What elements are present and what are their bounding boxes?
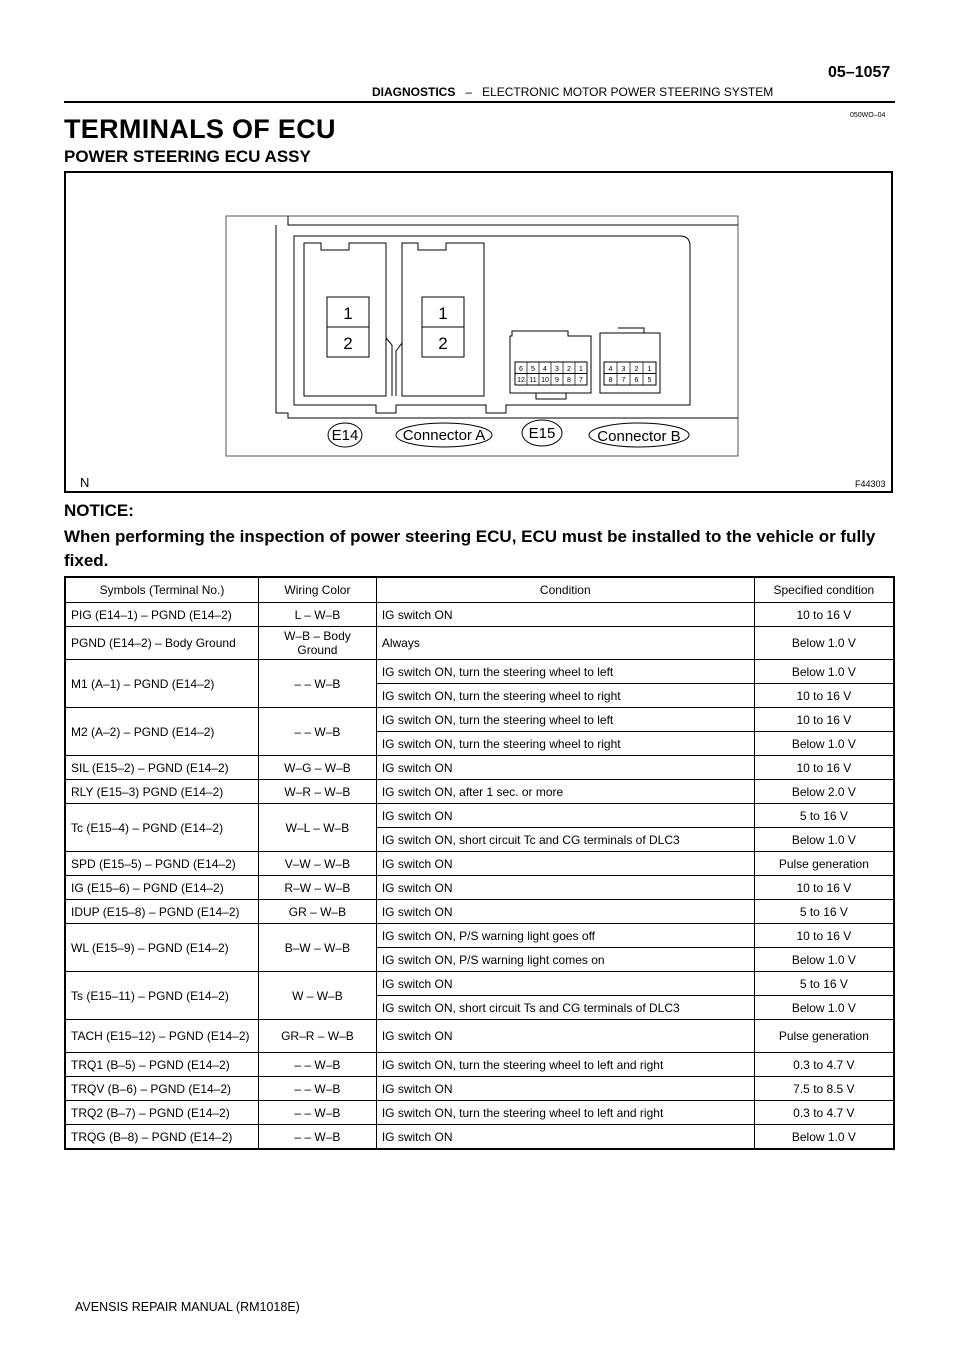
condition-cell: IG switch ON [376,1077,754,1101]
table-row [65,876,894,900]
connector-a-label: Connector A [402,427,486,444]
table-row [65,756,894,780]
e15-pin-label: 6 [519,366,523,373]
condition-cell: IG switch ON, turn the steering wheel to left [376,708,754,732]
wiring-color-cell: R–W – W–B [259,876,377,900]
symbol-cell: Ts (E15–11) – PGND (E14–2) [65,972,259,1020]
connector-b-pin-label: 8 [608,377,613,384]
condition-cell: IG switch ON, P/S warning light comes on [376,948,754,972]
condition-cell: IG switch ON [376,804,754,828]
spec-cell: 0.3 to 4.7 V [754,1101,894,1125]
table-row [65,804,894,828]
wiring-color-cell: W–R – W–B [259,780,377,804]
condition-cell: IG switch ON, turn the steering wheel to left [376,660,754,684]
figure-corner-mark: N [80,475,90,490]
e15-pin-label: 8 [567,377,571,384]
symbol-cell: M1 (A–1) – PGND (E14–2) [65,660,259,708]
condition-cell: IG switch ON, turn the steering wheel to left and right [376,1053,754,1077]
condition-cell: IG switch ON [376,1125,754,1150]
symbol-cell: WL (E15–9) – PGND (E14–2) [65,924,259,972]
table-row [65,1125,894,1150]
table-row [65,852,894,876]
table-row [65,1101,894,1125]
condition-cell: IG switch ON [376,972,754,996]
spec-cell: Below 1.0 V [754,660,894,684]
connector-a-pin-label: 1 [438,304,448,323]
wiring-color-cell: W–L – W–B [259,804,377,852]
condition-cell: IG switch ON, short circuit Tc and CG terminals of DLC3 [376,828,754,852]
condition-cell: IG switch ON [376,1020,754,1053]
symbol-cell: TRQ2 (B–7) – PGND (E14–2) [65,1101,259,1125]
symbol-cell: RLY (E15–3) PGND (E14–2) [65,780,259,804]
spec-cell: Below 1.0 V [754,1125,894,1150]
spec-cell: 5 to 16 V [754,900,894,924]
symbol-cell: PGND (E14–2) – Body Ground [65,627,259,660]
header-rule [64,101,895,103]
wiring-color-cell: W–B – Body Ground [259,627,377,660]
e15-pin-label: 7 [579,377,583,384]
table-row [65,1077,894,1101]
condition-cell: IG switch ON [376,852,754,876]
symbol-cell: TRQ1 (B–5) – PGND (E14–2) [65,1053,259,1077]
table-row [65,660,894,684]
section-separator: – [465,85,473,99]
connector-b-pin-label: 3 [621,366,626,373]
table-row [65,780,894,804]
connector-b-pin-label: 2 [634,366,639,373]
spec-cell: Below 2.0 V [754,780,894,804]
spec-cell: 0.3 to 4.7 V [754,1053,894,1077]
condition-cell: Always [376,627,754,660]
spec-cell: Below 1.0 V [754,828,894,852]
table-row [65,627,894,660]
spec-cell: Below 1.0 V [754,948,894,972]
table-body [65,603,894,1150]
wiring-color-cell: – – W–B [259,660,377,708]
wiring-color-cell: – – W–B [259,1077,377,1101]
spec-cell: 10 to 16 V [754,684,894,708]
section-header [372,85,773,99]
table-header-row [65,577,894,603]
wiring-color-cell: W–G – W–B [259,756,377,780]
column-header: Wiring Color [259,577,377,603]
wiring-color-cell: – – W–B [259,1125,377,1150]
table-row [65,1053,894,1077]
condition-cell: IG switch ON [376,876,754,900]
page-subtitle: POWER STEERING ECU ASSY [64,147,311,166]
wiring-color-cell: GR–R – W–B [259,1020,377,1053]
condition-cell: IG switch ON [376,900,754,924]
spec-cell: 10 to 16 V [754,708,894,732]
condition-cell: IG switch ON [376,756,754,780]
e14-pin-label: 2 [343,334,353,353]
e15-pin-label: 10 [541,377,549,384]
condition-cell: IG switch ON, turn the steering wheel to left and right [376,1101,754,1125]
wiring-color-cell: V–W – W–B [259,852,377,876]
spec-cell: 10 to 16 V [754,876,894,900]
spec-cell: Below 1.0 V [754,996,894,1020]
e15-pin-label: 12 [517,377,525,384]
symbol-cell: IG (E15–6) – PGND (E14–2) [65,876,259,900]
connector-b-pin-label: 1 [647,366,652,373]
e15-pin-label: 11 [529,377,537,384]
connector-b-label: Connector B [597,428,681,445]
symbol-cell: M2 (A–2) – PGND (E14–2) [65,708,259,756]
subsection-name: ELECTRONIC MOTOR POWER STEERING SYSTEM [482,85,774,99]
symbol-cell: SIL (E15–2) – PGND (E14–2) [65,756,259,780]
condition-cell: IG switch ON, turn the steering wheel to right [376,684,754,708]
page-title: TERMINALS OF ECU [64,114,336,144]
e15-pin-label: 4 [543,366,547,373]
spec-cell: 10 to 16 V [754,924,894,948]
symbol-cell: PIG (E14–1) – PGND (E14–2) [65,603,259,627]
spec-cell: Below 1.0 V [754,732,894,756]
e15-pin-label: 3 [555,366,559,373]
table-row [65,603,894,627]
terminal-spec-table [64,576,895,1150]
e14-pin-label: 1 [343,304,353,323]
symbol-cell: TACH (E15–12) – PGND (E14–2) [65,1020,259,1053]
e15-pin-label: 9 [555,377,559,384]
condition-cell: IG switch ON, short circuit Ts and CG terminals of DLC3 [376,996,754,1020]
symbol-cell: IDUP (E15–8) – PGND (E14–2) [65,900,259,924]
column-header: Condition [376,577,754,603]
symbol-cell: Tc (E15–4) – PGND (E14–2) [65,804,259,852]
document-code: 050WO–04 [850,112,886,119]
wiring-color-cell: GR – W–B [259,900,377,924]
column-header: Symbols (Terminal No.) [65,577,259,603]
condition-cell: IG switch ON [376,603,754,627]
condition-cell: IG switch ON, P/S warning light goes off [376,924,754,948]
symbol-cell: TRQV (B–6) – PGND (E14–2) [65,1077,259,1101]
table-row [65,708,894,732]
table-row [65,1020,894,1053]
spec-cell: 5 to 16 V [754,972,894,996]
wiring-color-cell: W – W–B [259,972,377,1020]
notice-text: When performing the inspection of power steering ECU, ECU must be installed to the vehicle or fully fixed. [64,527,876,570]
connector-b-pin-label: 4 [608,366,613,373]
spec-cell: 5 to 16 V [754,804,894,828]
spec-cell: Below 1.0 V [754,627,894,660]
spec-cell: 10 to 16 V [754,756,894,780]
spec-cell: Pulse generation [754,852,894,876]
connector-b-pin-label: 7 [621,377,626,384]
table-row [65,972,894,996]
connector-b-pin-label: 6 [634,377,639,384]
symbol-cell: SPD (E15–5) – PGND (E14–2) [65,852,259,876]
wiring-color-cell: – – W–B [259,1053,377,1077]
e15-pin-label: 1 [579,366,583,373]
page-number: 05–1057 [828,64,891,81]
connector-a-pin-label: 2 [438,334,448,353]
e15-label: E15 [528,425,556,442]
wiring-color-cell: – – W–B [259,708,377,756]
condition-cell: IG switch ON, turn the steering wheel to right [376,732,754,756]
footer-text: AVENSIS REPAIR MANUAL (RM1018E) [75,1300,300,1314]
column-header: Specified condition [754,577,894,603]
connector-figure [64,171,893,493]
wiring-color-cell: L – W–B [259,603,377,627]
condition-cell: IG switch ON, after 1 sec. or more [376,780,754,804]
symbol-cell: TRQG (B–8) – PGND (E14–2) [65,1125,259,1150]
section-name: DIAGNOSTICS [372,85,456,99]
wiring-color-cell: B–W – W–B [259,924,377,972]
e15-pin-label: 2 [567,366,571,373]
table-row [65,924,894,948]
spec-cell: 7.5 to 8.5 V [754,1077,894,1101]
e15-pin-label: 5 [531,366,535,373]
spec-cell: 10 to 16 V [754,603,894,627]
wiring-color-cell: – – W–B [259,1101,377,1125]
spec-cell: Pulse generation [754,1020,894,1053]
figure-id: F44303 [855,479,886,489]
ecu-connector-diagram [66,173,891,491]
notice-heading: NOTICE: [64,501,134,520]
table-row [65,900,894,924]
e14-label: E14 [331,427,359,444]
connector-b-pin-label: 5 [647,377,652,384]
